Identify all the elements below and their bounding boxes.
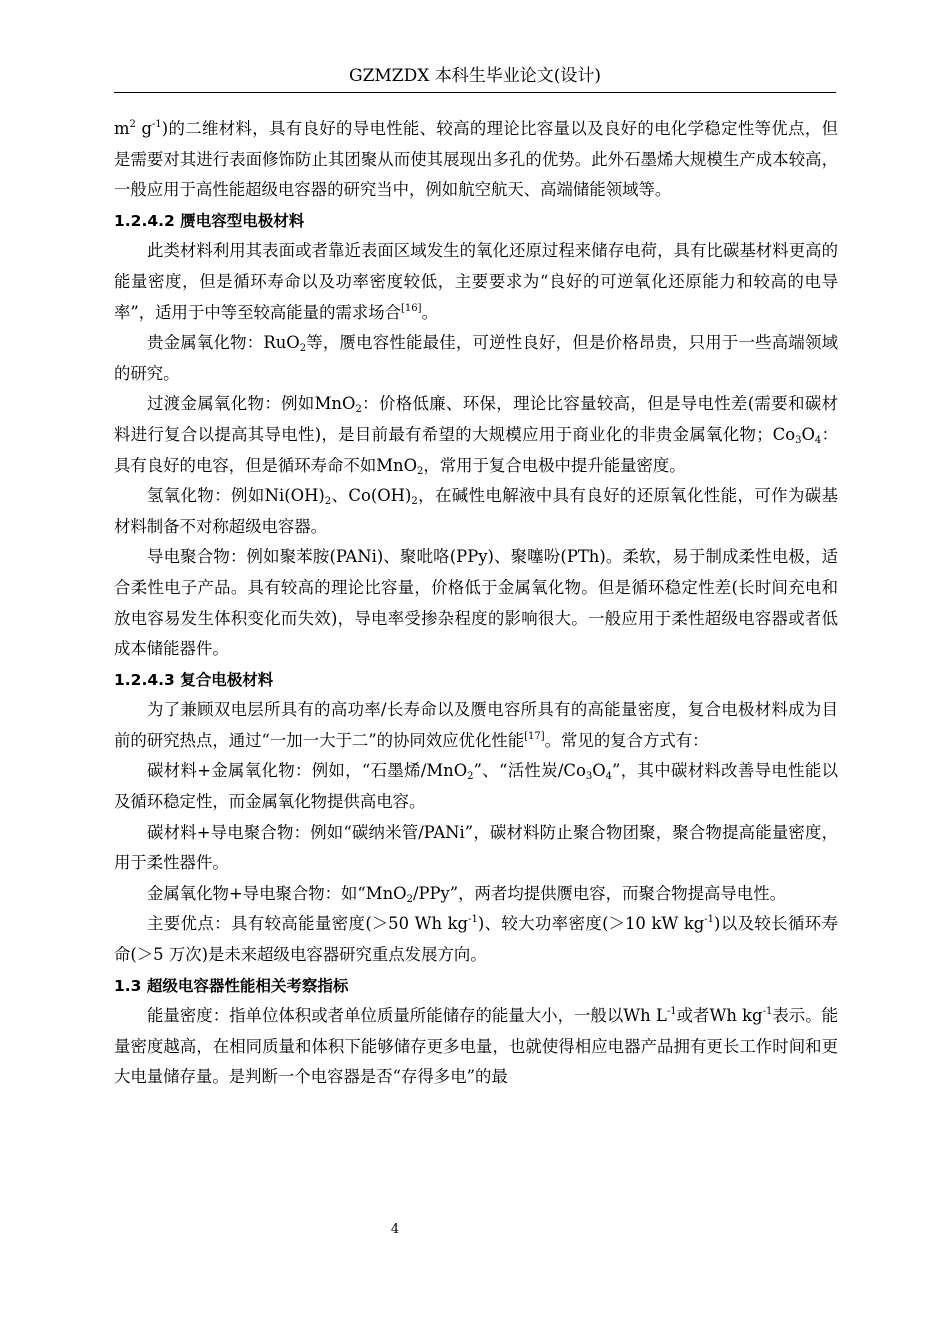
header-rule (114, 92, 836, 93)
paragraph-composite-intro: 为了兼顾双电层所具有的高功率/长寿命以及赝电容所具有的高能量密度，复合电极材料成为目前的研究热点，通过“一加一大于二”的协同效应优化性能[17]。常见的复合方式有： (114, 700, 838, 750)
section-heading-1-2-4-3: 1.2.4.3 复合电极材料 (114, 670, 274, 689)
section-heading-1-3: 1.3 超级电容器性能相关考察指标 (114, 976, 349, 995)
paragraph-conductive-polymers: 导电聚合物：例如聚苯胺(PANi)、聚吡咯(PPy)、聚噻吩(PTh)。柔软，易于制成柔性电极，适合柔性电子产品。具有较高的理论比容量，价格低于金属氧化物。但是循环稳定性差(长时间充电和放电容易发生体积变化而失效)，导电率受掺杂程度的影响很大。一般应用于柔性超级电容器或者低成本储能器件。 (114, 547, 838, 659)
section-heading-1-2-4-2: 1.2.4.2 赝电容型电极材料 (114, 211, 305, 230)
paragraph-oxide-polymer: 金属氧化物+导电聚合物：如“MnO$_2$/PPy”，两者均提供赝电容，而聚合物提高导电性。 (147, 883, 786, 905)
paragraph-pseudocapacitive-intro: 此类材料利用其表面或者靠近表面区域发生的氧化还原过程来储存电荷，具有比碳基材料更高的能量密度，但是循环寿命以及功率密度较低，主要要求为“良好的可逆氧化还原能力和较高的电导率”，适用于中等至较高能量的需求场合[16]。 (114, 241, 838, 322)
paragraph-hydroxides: 氢氧化物：例如$Ni(OH)_2$、$Co(OH)_2$，在碱性电解液中具有良好的还原氧化性能，可作为碳基材料制备不对称超级电容器。 (114, 486, 839, 536)
page-body (114, 114, 838, 1093)
paragraph-carbon-polymer: 碳材料+导电聚合物：例如“碳纳米管/PANi”，碳材料防止聚合物团聚，聚合物提高能量密度，用于柔性器件。 (114, 822, 838, 873)
paragraph-graphene-continued: $m^2$ $g^{-1}$)的二维材料，具有良好的导电性能、较高的理论比容量以及良好的电化学稳定性等优点，但是需要对其进行表面修饰防止其团聚从而使其展现出多孔的优势。此外石墨烯大规模生产成本较高，一般应用于高性能超级电容器的研究当中，例如航空航天、高端储能领域等。 (114, 119, 838, 200)
running-header: GZMZDX 本科生毕业论文(设计) (348, 66, 601, 86)
page-number: 4 (390, 1222, 400, 1237)
paragraph-noble-metal-oxides: 贵金属氧化物：RuO$_2$等，赝电容性能最佳，可逆性良好，但是价格昂贵，只用于一些高端领域的研究。 (114, 333, 838, 383)
paragraph-carbon-metal-oxide: 碳材料+金属氧化物：例如，“石墨烯/MnO$_2$”、“活性炭$/Co_3O_4$”，其中碳材料改善导电性能以及循环稳定性，而金属氧化物提供高电容。 (114, 761, 838, 812)
paragraph-main-advantages: 主要优点：具有较高能量密度(＞50 Wh $kg^{-1}$)、较大功率密度(＞10 kW $kg^{-1}$)以及较长循环寿命(＞5 万次)是未来超级电容器研究重点发展方向。 (114, 914, 838, 965)
paragraph-transition-metal-oxides: 过渡金属氧化物：例如MnO$_2$：价格低廉、环保，理论比容量较高，但是导电性差(需要和碳材料进行复合以提高其导电性)，是目前最有希望的大规模应用于商业化的非贵金属氧化物；$Co_3O_4$：具有良好的电容，但是循环寿命不如MnO$_2$，常用于复合电极中提升能量密度。 (114, 394, 838, 477)
citation-17: [17] (524, 730, 545, 742)
paragraph-energy-density: 能量密度：指单位体积或者单位质量所能储存的能量大小，一般以Wh $L^{-1}$或者Wh $kg^{-1}$表示。能量密度越高，在相同质量和体积下能够储存更多电量，也就使得相应电器产品拥有更长工作时间和更大电量储存量。是判断一个电容器是否“存得多电”的最 (114, 1006, 839, 1087)
citation-16: [16] (401, 302, 422, 314)
